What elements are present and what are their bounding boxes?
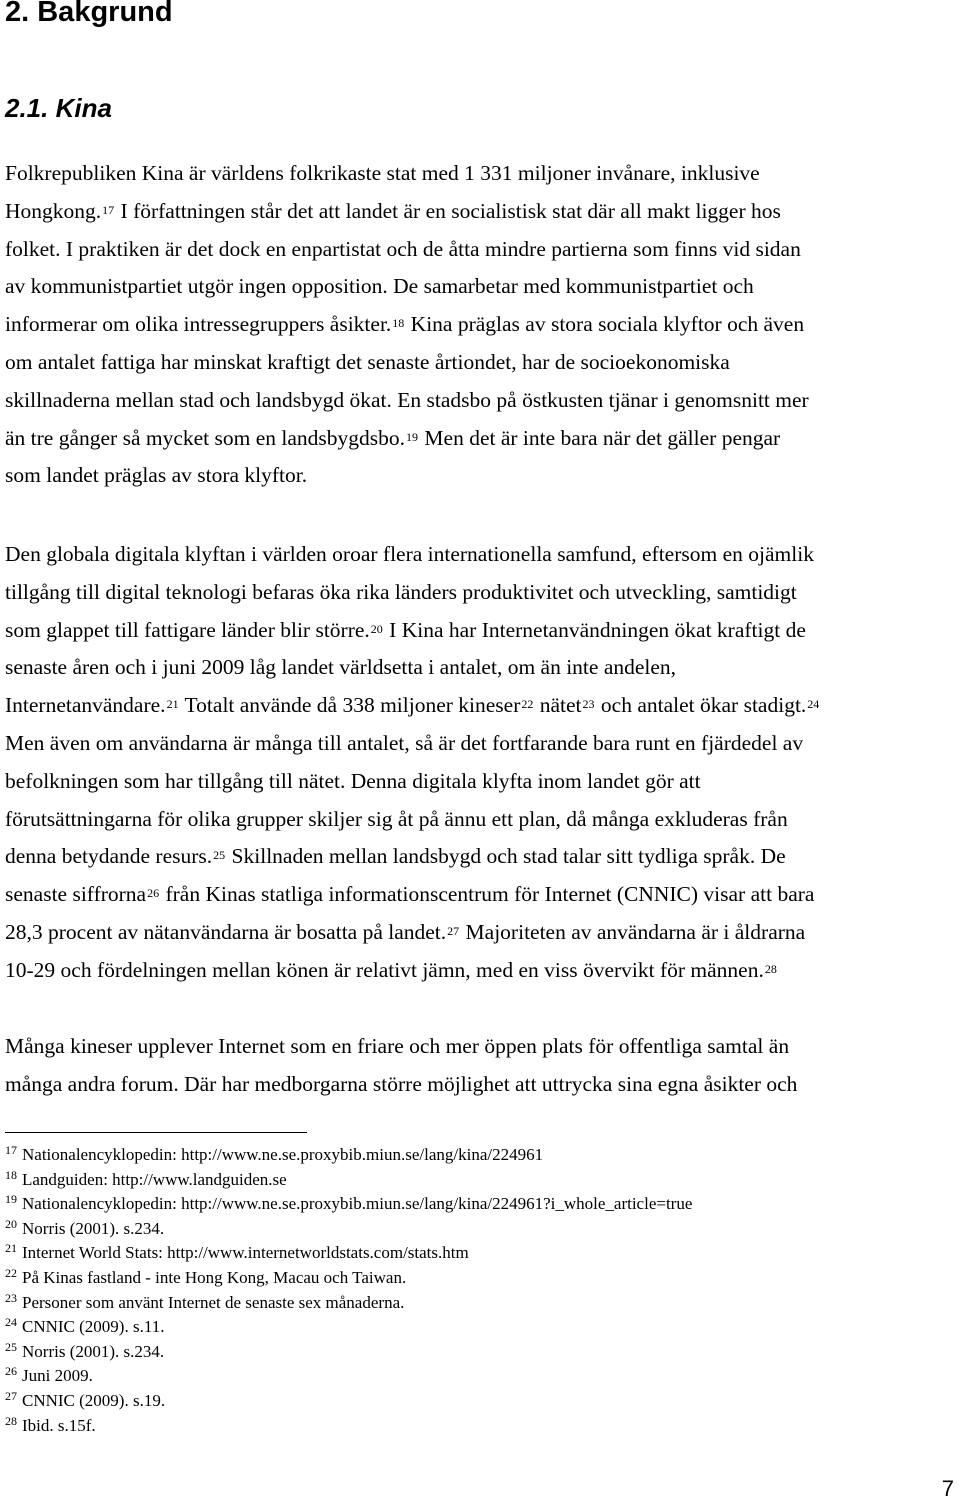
- footnote: [5, 1241, 692, 1266]
- text-run: Skillnaden mellan landsbygd och stad talar sitt tydliga språk. De: [226, 844, 786, 869]
- text-run: denna betydande resurs.: [5, 844, 213, 869]
- footnote-reference[interactable]: 27: [447, 923, 460, 938]
- text-line: [5, 725, 955, 763]
- footnote-number: 26: [5, 1364, 17, 1379]
- text-line: [5, 574, 955, 612]
- footnote-text: Ibid. s.15f.: [22, 1415, 96, 1435]
- footnote: [5, 1291, 692, 1316]
- text-line: [5, 268, 955, 306]
- footnote: [5, 1266, 692, 1291]
- footnote-reference[interactable]: 18: [392, 316, 405, 331]
- text-run: och antalet ökar stadigt.: [595, 693, 807, 718]
- text-line: [5, 687, 955, 725]
- text-run: senaste siffrorna: [5, 882, 147, 907]
- footnote: [5, 1414, 692, 1439]
- text-line: [5, 838, 955, 876]
- footnote-text: Internet World Stats: http://www.internetworldstats.com/stats.htm: [22, 1243, 469, 1263]
- text-run: folket. I praktiken är det dock en enpartistat och de åtta mindre partierna som finns vid sidan: [5, 236, 801, 261]
- text-run: Kina präglas av stora sociala klyftor och även: [405, 312, 805, 337]
- text-run: Majoriteten av användarna är i åldrarna: [460, 919, 806, 944]
- footnote: [5, 1217, 692, 1242]
- text-line: [5, 801, 955, 839]
- footnote-number: 28: [5, 1413, 17, 1428]
- footnote-number: 25: [5, 1339, 17, 1354]
- text-run: om antalet fattiga har minskat kraftigt det senaste årtiondet, har de socioekonomiska: [5, 349, 730, 374]
- footnote: [5, 1315, 692, 1340]
- text-run: tillgång till digital teknologi befaras öka rika länders produktivitet och utveckling, samtidigt: [5, 579, 797, 604]
- footnote-text: Nationalencyklopedin: http://www.ne.se.proxybib.miun.se/lang/kina/224961: [22, 1145, 544, 1164]
- footnote-text: Norris (2001). s.234.: [22, 1341, 165, 1361]
- text-line: [5, 382, 955, 420]
- text-run: I författningen står det att landet är en socialistisk stat där all makt ligger hos: [115, 198, 781, 223]
- text-run: Internetanvändare.: [5, 693, 166, 718]
- text-run: Men det är inte bara när det gäller pengar: [419, 425, 781, 450]
- page-number: 7: [941, 1476, 954, 1501]
- footnote-number: 20: [5, 1216, 17, 1231]
- text-run: befolkningen som har tillgång till nätet. Denna digitala klyfta inom landet gör att: [5, 768, 701, 793]
- text-run: Men även om användarna är många till antalet, så är det fortfarande bara runt en fjärdedel av: [5, 730, 804, 755]
- text-run: informerar om olika intressegruppers åsikter.: [5, 312, 392, 337]
- text-line: [5, 952, 955, 990]
- text-line: [5, 1028, 955, 1066]
- footnote-number: 27: [5, 1388, 17, 1403]
- text-line: [5, 1066, 955, 1104]
- text-line: [5, 763, 955, 801]
- text-run: Totalt använde då 338 miljoner kineser: [179, 693, 521, 718]
- text-run: förutsättningarna för olika grupper skiljer sig åt på ännu ett plan, då många exkluderas från: [5, 806, 788, 831]
- footnote-reference[interactable]: 22: [521, 697, 534, 712]
- text-run: skillnaderna mellan stad och landsbygd ökat. En stadsbo på östkusten tjänar i genomsnitt mer: [5, 387, 809, 412]
- text-line: [5, 155, 955, 193]
- paragraph: [5, 536, 955, 990]
- footnote-reference[interactable]: 23: [582, 697, 595, 712]
- footnote-text: Juni 2009.: [22, 1366, 93, 1386]
- text-line: [5, 306, 955, 344]
- footnote-text: Personer som använt Internet de senaste sex månaderna.: [22, 1292, 405, 1312]
- footnote-reference[interactable]: 25: [213, 848, 226, 863]
- text-run: I Kina har Internetanvändningen ökat kraftigt de: [383, 617, 806, 642]
- footnote-list: [5, 1143, 692, 1438]
- text-line: [5, 649, 955, 687]
- text-line: [5, 876, 955, 914]
- text-line: [5, 231, 955, 269]
- text-run: senaste åren och i juni 2009 låg landet världsetta i antalet, om än inte andelen,: [5, 655, 677, 680]
- footnote-number: 23: [5, 1290, 17, 1305]
- text-run: som landet präglas av stora klyftor.: [5, 463, 308, 488]
- footnote: [5, 1143, 692, 1168]
- text-run: Folkrepubliken Kina är världens folkrikaste stat med 1 331 miljoner invånare, inklusive: [5, 161, 760, 185]
- text-line: [5, 612, 955, 650]
- text-run: än tre gånger så mycket som en landsbygdsbo.: [5, 425, 406, 450]
- footnote-reference[interactable]: 26: [147, 886, 160, 901]
- footnote-number: 17: [5, 1143, 17, 1157]
- footnote-number: 19: [5, 1192, 17, 1207]
- text-line: [5, 420, 955, 458]
- footnote-text: På Kinas fastland - inte Hong Kong, Macau och Taiwan.: [22, 1267, 407, 1287]
- footnote: [5, 1168, 692, 1193]
- text-run: många andra forum. Där har medborgarna större möjlighet att uttrycka sina egna åsikter och: [5, 1071, 798, 1096]
- text-run: Den globala digitala klyftan i världen oroar flera internationella samfund, eftersom en ojämlik: [5, 542, 814, 566]
- footnote-reference[interactable]: 20: [370, 621, 383, 636]
- footnote-separator: [5, 1132, 307, 1133]
- footnote-text: CNNIC (2009). s.19.: [22, 1390, 166, 1410]
- footnote: [5, 1192, 692, 1217]
- subsection-heading: 2.1. Kina: [5, 93, 112, 123]
- footnote-reference[interactable]: 21: [166, 697, 179, 712]
- text-line: [5, 914, 955, 952]
- paragraph: [5, 1028, 955, 1104]
- footnote: [5, 1389, 692, 1414]
- text-run: Många kineser upplever Internet som en friare och mer öppen plats för offentliga samtal än: [5, 1034, 790, 1058]
- footnote-reference[interactable]: 24: [807, 697, 820, 712]
- text-run: Hongkong.: [5, 198, 102, 223]
- text-line: [5, 344, 955, 382]
- text-run: av kommunistpartiet utgör ingen opposition. De samarbetar med kommunistpartiet och: [5, 274, 754, 299]
- footnote-text: CNNIC (2009). s.11.: [22, 1317, 165, 1337]
- section-heading: 2. Bakgrund: [5, 0, 173, 28]
- text-line: [5, 193, 955, 231]
- footnote: [5, 1364, 692, 1389]
- footnote-number: 22: [5, 1265, 17, 1280]
- footnote-number: 24: [5, 1315, 17, 1330]
- text-run: som glappet till fattigare länder blir större.: [5, 617, 370, 642]
- text-line: [5, 536, 955, 574]
- text-run: från Kinas statliga informationscentrum för Internet (CNNIC) visar att bara: [160, 882, 815, 907]
- footnote-text: Norris (2001). s.234.: [22, 1218, 165, 1238]
- footnote-number: 21: [5, 1241, 17, 1256]
- footnote-reference[interactable]: 17: [102, 202, 115, 217]
- text-run: 28,3 procent av nätanvändarna är bosatta på landet.: [5, 919, 447, 944]
- footnote-reference[interactable]: 28: [764, 961, 777, 976]
- footnote-reference[interactable]: 19: [406, 429, 419, 444]
- footnote-text: Landguiden: http://www.landguiden.se: [22, 1169, 287, 1189]
- footnote-text: Nationalencyklopedin: http://www.ne.se.proxybib.miun.se/lang/kina/224961?i_whole_article=true: [22, 1194, 693, 1214]
- footnote: [5, 1340, 692, 1365]
- footnote-number: 18: [5, 1167, 17, 1182]
- text-line: [5, 457, 955, 495]
- text-run: 10-29 och fördelningen mellan könen är relativt jämn, med en viss övervikt för männen.: [5, 957, 764, 982]
- paragraph: [5, 155, 955, 495]
- text-run: nätet: [534, 693, 582, 718]
